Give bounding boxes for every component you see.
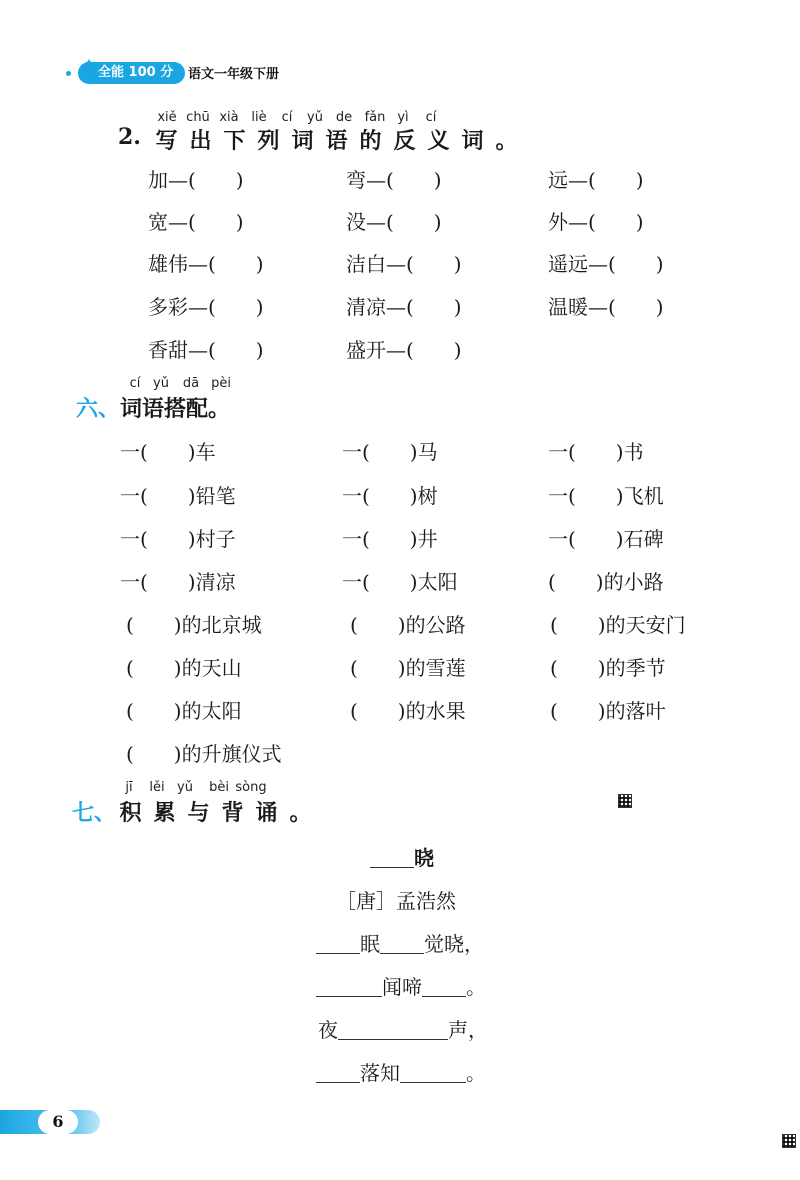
collocation-item[interactable]: 一( )石碑 [548,527,664,551]
collocation-item[interactable]: 一( )太阳 [342,570,458,594]
pinyin: bèi [209,780,229,795]
collocation-item[interactable]: ( )的雪莲 [350,656,466,680]
pinyin: pèi [211,376,231,391]
collocation-item[interactable]: 一( )村子 [120,527,236,551]
fill-blank[interactable] [316,1062,360,1083]
poem-title-text: 晓 [414,846,434,870]
collocation-item[interactable]: ( )的落叶 [550,699,666,723]
collocation-item[interactable]: 一( )飞机 [548,484,664,508]
pinyin: lěi [149,780,165,795]
pinyin: dā [182,376,200,391]
poem-text: 觉晓， [424,932,484,956]
pinyin: cí [129,376,141,391]
pinyin: chū [186,110,210,125]
title-char: 诵 [255,800,279,826]
pinyin: cí [425,110,437,125]
antonym-item[interactable]: 加—( ) [148,168,244,192]
antonym-item[interactable]: 没—( ) [346,210,442,234]
poem-text: 闻啼 [382,975,422,999]
antonym-item[interactable]: 雄伟—( ) [148,252,264,276]
collocation-item[interactable]: 一( )车 [120,440,216,464]
q2-title [150,124,524,155]
title-char: 语 [325,128,349,154]
collocation-item[interactable]: 一( )铅笔 [120,484,236,508]
antonym-item[interactable]: 清凉—( ) [346,295,462,319]
collocation-item[interactable]: ( )的天安门 [550,613,686,637]
antonym-item[interactable]: 香甜—( ) [148,338,264,362]
poem-title[interactable] [370,842,434,871]
poem-text: 声， [448,1018,488,1042]
collocation-item[interactable]: ( )的小路 [548,570,664,594]
antonym-item[interactable]: 远—( ) [548,168,644,192]
fill-blank[interactable] [316,976,382,997]
qr-code-icon[interactable] [618,794,632,808]
page-number: 6 [38,1110,78,1134]
title-char: 累 [153,800,177,826]
fill-blank[interactable] [316,933,360,954]
title-char: 写 [155,128,179,154]
poem-line-1[interactable] [316,928,484,957]
collocation-item[interactable]: 一( )清凉 [120,570,236,594]
header-dot [66,71,71,76]
s6-pinyin [118,376,258,392]
antonym-item[interactable]: 盛开—( ) [346,338,462,362]
title-end: 。 [495,128,519,154]
collocation-item[interactable]: ( )的太阳 [126,699,242,723]
title-end: 。 [289,800,313,826]
pinyin: cí [281,110,293,125]
pinyin: sòng [235,780,267,795]
title-char: 义 [427,128,451,154]
pinyin: yǔ [307,110,323,125]
antonym-item[interactable]: 洁白—( ) [346,252,462,276]
antonym-item[interactable]: 弯—( ) [346,168,442,192]
q2-number: 2. [118,124,141,150]
poem-line-4[interactable] [316,1057,486,1086]
title-char: 列 [257,128,281,154]
pinyin: yǔ [177,780,193,795]
fill-blank[interactable] [400,1062,466,1083]
title-char: 背 [221,800,245,826]
series-badge: 全能 100 分 [78,62,185,84]
antonym-item[interactable]: 外—( ) [548,210,644,234]
qr-code-icon[interactable] [782,1134,796,1148]
title-char: 的 [359,128,383,154]
pinyin: jī [125,780,133,795]
star-icon: ✦ [84,56,95,70]
antonym-item[interactable]: 温暖—( ) [548,295,664,319]
section-title: 词语搭配。 [120,396,231,422]
collocation-item[interactable]: ( )的水果 [350,699,466,723]
title-char: 积 [119,800,143,826]
poem-text: 。 [466,975,486,999]
collocation-item[interactable]: ( )的公路 [350,613,466,637]
collocation-item[interactable]: ( )的季节 [550,656,666,680]
poem-text: 眠 [360,932,380,956]
pinyin: yì [397,110,409,125]
antonym-item[interactable]: 宽—( ) [148,210,244,234]
pinyin: xià [219,110,239,125]
poem-text: 夜 [318,1018,338,1042]
pinyin: yǔ [153,376,169,391]
title-char: 词 [291,128,315,154]
fill-blank[interactable] [422,976,466,997]
poem-text: 落知 [360,1061,400,1085]
collocation-item[interactable]: ( )的天山 [126,656,242,680]
antonym-item[interactable]: 遥远—( ) [548,252,664,276]
title-char: 词 [461,128,485,154]
poem-line-3[interactable] [318,1014,488,1043]
collocation-item[interactable]: ( )的北京城 [126,613,262,637]
title-char: 出 [189,128,213,154]
collocation-item[interactable]: 一( )马 [342,440,438,464]
book-title: 语文一年级下册 [188,67,280,82]
poem-author: ［唐］孟浩然 [336,889,456,913]
collocation-item[interactable]: ( )的升旗仪式 [126,742,282,766]
poem-line-2[interactable] [316,971,486,1000]
section-number: 七、 [72,800,117,826]
pinyin: liè [251,110,267,125]
fill-blank[interactable] [380,933,424,954]
title-char: 与 [187,800,211,826]
collocation-item[interactable]: 一( )井 [342,527,438,551]
pinyin: fǎn [364,110,386,125]
s7-pinyin [112,780,282,796]
title-char: 下 [223,128,247,154]
collocation-item[interactable]: 一( )书 [548,440,644,464]
poem-text: 。 [466,1061,486,1085]
fill-blank[interactable] [338,1019,448,1040]
pinyin: xiě [157,110,177,125]
antonym-item[interactable]: 多彩—( ) [148,295,264,319]
collocation-item[interactable]: 一( )树 [342,484,438,508]
title-char: 反 [393,128,417,154]
title-blank[interactable] [370,847,414,868]
section-number: 六、 [76,396,121,422]
pinyin: de [335,110,353,125]
section-title [114,796,318,827]
